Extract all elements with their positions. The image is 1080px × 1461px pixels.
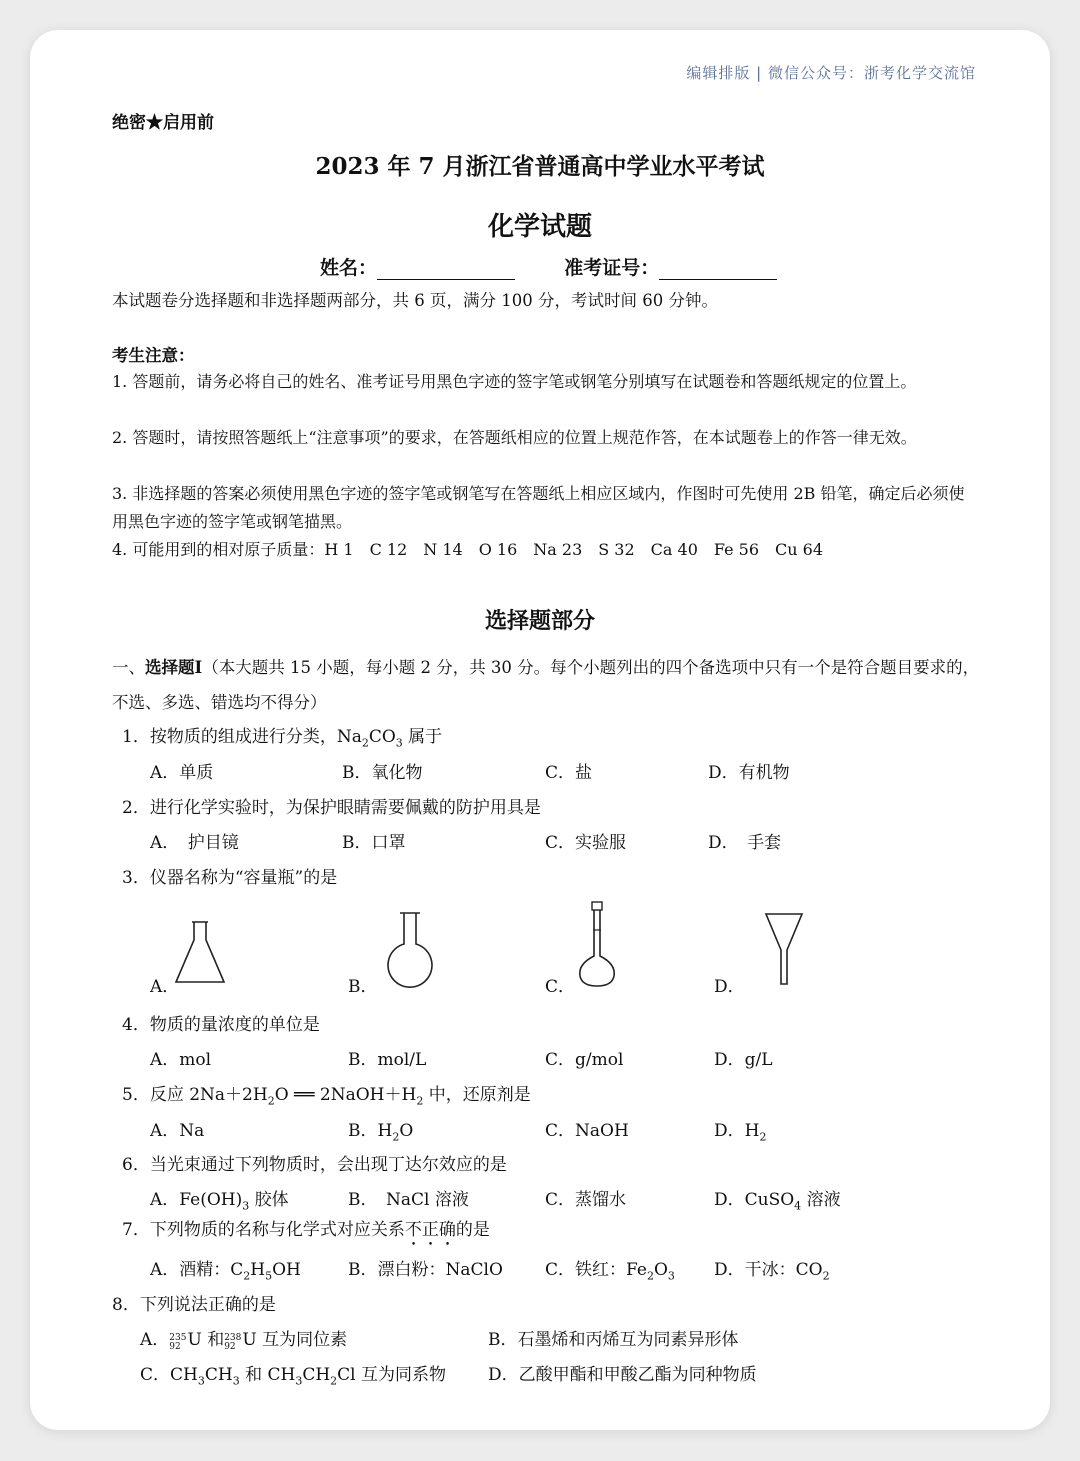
q8-option-a[interactable]: A．235 92 U 和238 92 U 互为同位素 bbox=[140, 1330, 348, 1352]
candidate-info-row bbox=[320, 253, 777, 280]
notice-title: 考生注意： bbox=[112, 346, 195, 365]
notice-item: 3. 非选择题的答案必须使用黑色字迹的签字笔或钢笔写在答题纸上相应区域内，作图时可先使用 2B 铅笔，确定后必须使用黑色字迹的签字笔或钢笔描黑。 bbox=[112, 484, 965, 531]
header-note: 编辑排版 | 微信公众号：浙考化学交流馆 bbox=[686, 64, 976, 82]
q6-option-a[interactable]: A．$Fe(OH)_3$ 胶体 bbox=[150, 1190, 289, 1213]
erlenmeyer-flask-icon bbox=[170, 918, 230, 988]
q5-option-a[interactable]: A．Na bbox=[150, 1121, 205, 1141]
part-instructions: （本大题共 15 小题，每小题 2 分，共 30 分。每个小题列出的四个备选项中只有一个是符合题目要求的，不选、多选、错选均不得分） bbox=[112, 658, 980, 712]
q2-option-b[interactable]: B．口罩 bbox=[342, 833, 406, 853]
q3-option-d[interactable]: D． bbox=[714, 977, 745, 997]
part-prefix: 一、 bbox=[112, 658, 145, 677]
q3-option-b[interactable]: B． bbox=[348, 977, 378, 997]
question-6-stem: 6．当光束通过下列物质时，会出现丁达尔效应的是 bbox=[122, 1155, 507, 1175]
q1-option-d[interactable]: D．有机物 bbox=[708, 763, 790, 783]
q4-option-b[interactable]: B．mol/L bbox=[348, 1050, 427, 1070]
q7-option-c[interactable]: C．铁红：$Fe_2O_3$ bbox=[545, 1260, 675, 1283]
question-2-stem: 2．进行化学实验时，为保护眼睛需要佩戴的防护用具是 bbox=[122, 798, 541, 818]
q4-option-c[interactable]: C．g/mol bbox=[545, 1050, 624, 1070]
name-label: 姓名： bbox=[320, 257, 378, 279]
exam-id-label: 准考证号： bbox=[564, 257, 660, 279]
q5-option-c[interactable]: C．NaOH bbox=[545, 1121, 629, 1141]
funnel-icon bbox=[762, 910, 806, 990]
volumetric-flask-icon bbox=[574, 900, 620, 990]
q3-option-c[interactable]: C． bbox=[545, 977, 576, 997]
q3-option-a[interactable]: A． bbox=[150, 977, 180, 997]
q7-option-a[interactable]: A．酒精：$C_2H_5OH$ bbox=[150, 1260, 301, 1283]
q5-option-d[interactable]: D．$H_2$ bbox=[714, 1121, 767, 1144]
secret-mark: 绝密★启用前 bbox=[112, 113, 214, 133]
subject-title: 化学试题 bbox=[487, 212, 592, 242]
name-field[interactable] bbox=[377, 261, 515, 280]
question-5-stem: 5．反应 $2Na+2H_2O$ ══ $2NaOH+H_2$ 中，还原剂是 bbox=[122, 1085, 531, 1108]
q1-option-c[interactable]: C．盐 bbox=[545, 763, 593, 783]
question-7-stem: 7．下列物质的名称与化学式对应关系不正确的是 bbox=[122, 1220, 490, 1240]
q7-option-b[interactable]: B．漂白粉：NaClO bbox=[348, 1260, 503, 1280]
section-title: 选择题部分 bbox=[484, 608, 595, 634]
exam-title: 2023 年 7 月浙江省普通高中学业水平考试 bbox=[315, 153, 765, 180]
question-1-stem: 1．按物质的组成进行分类，$Na_2CO_3$ 属于 bbox=[122, 727, 443, 750]
q6-option-c[interactable]: C．蒸馏水 bbox=[545, 1190, 627, 1210]
question-3-stem: 3．仪器名称为“容量瓶”的是 bbox=[122, 868, 338, 888]
notice-item: 2. 答题时，请按照答题纸上“注意事项”的要求，在答题纸相应的位置上规范作答，在本试题卷上的作答一律无效。 bbox=[112, 428, 917, 447]
q1-option-b[interactable]: B．氧化物 bbox=[342, 763, 423, 783]
notice-item: 1. 答题前，请务必将自己的姓名、准考证号用黑色字迹的签字笔或钢笔分别填写在试题卷和答题纸规定的位置上。 bbox=[112, 372, 917, 391]
q8-option-d[interactable]: D．乙酸甲酯和甲酸乙酯为同种物质 bbox=[488, 1365, 757, 1385]
q8-option-b[interactable]: B．石墨烯和丙烯互为同素异形体 bbox=[488, 1330, 739, 1350]
q6-option-b[interactable]: B． NaCl 溶液 bbox=[348, 1190, 469, 1210]
q4-option-a[interactable]: A．mol bbox=[150, 1050, 212, 1070]
notice-item: 4. 可能用到的相对原子质量：H 1 C 12 N 14 O 16 Na 23 S 32 Ca 40 Fe 56 Cu 64 bbox=[112, 540, 824, 559]
question-4-stem: 4．物质的量浓度的单位是 bbox=[122, 1015, 320, 1035]
q5-option-b[interactable]: B．$H_2O$ bbox=[348, 1121, 414, 1144]
q6-option-d[interactable]: D．CuSO$_4$ 溶液 bbox=[714, 1190, 841, 1213]
q4-option-d[interactable]: D．g/L bbox=[714, 1050, 773, 1070]
exam-id-field[interactable] bbox=[659, 261, 777, 280]
q8-option-c[interactable]: C．$CH_3CH_3$ 和 $CH_3CH_2Cl$ 互为同系物 bbox=[140, 1365, 447, 1388]
q2-option-c[interactable]: C．实验服 bbox=[545, 833, 627, 853]
q7-option-d[interactable]: D．干冰：$CO_2$ bbox=[714, 1260, 830, 1283]
exam-intro: 本试题卷分选择题和非选择题两部分，共 6 页，满分 100 分，考试时间 60 分钟。 bbox=[112, 291, 718, 310]
q1-option-a[interactable]: A．单质 bbox=[150, 763, 214, 783]
q2-option-d[interactable]: D． 手套 bbox=[708, 833, 782, 853]
question-8-stem: 8．下列说法正确的是 bbox=[112, 1295, 276, 1315]
part-name: 选择题Ⅰ bbox=[145, 658, 203, 677]
exam-page bbox=[30, 30, 1050, 1430]
part-heading bbox=[112, 650, 982, 720]
round-bottom-flask-icon bbox=[380, 910, 440, 990]
q2-option-a[interactable]: A． 护目镜 bbox=[150, 833, 239, 853]
